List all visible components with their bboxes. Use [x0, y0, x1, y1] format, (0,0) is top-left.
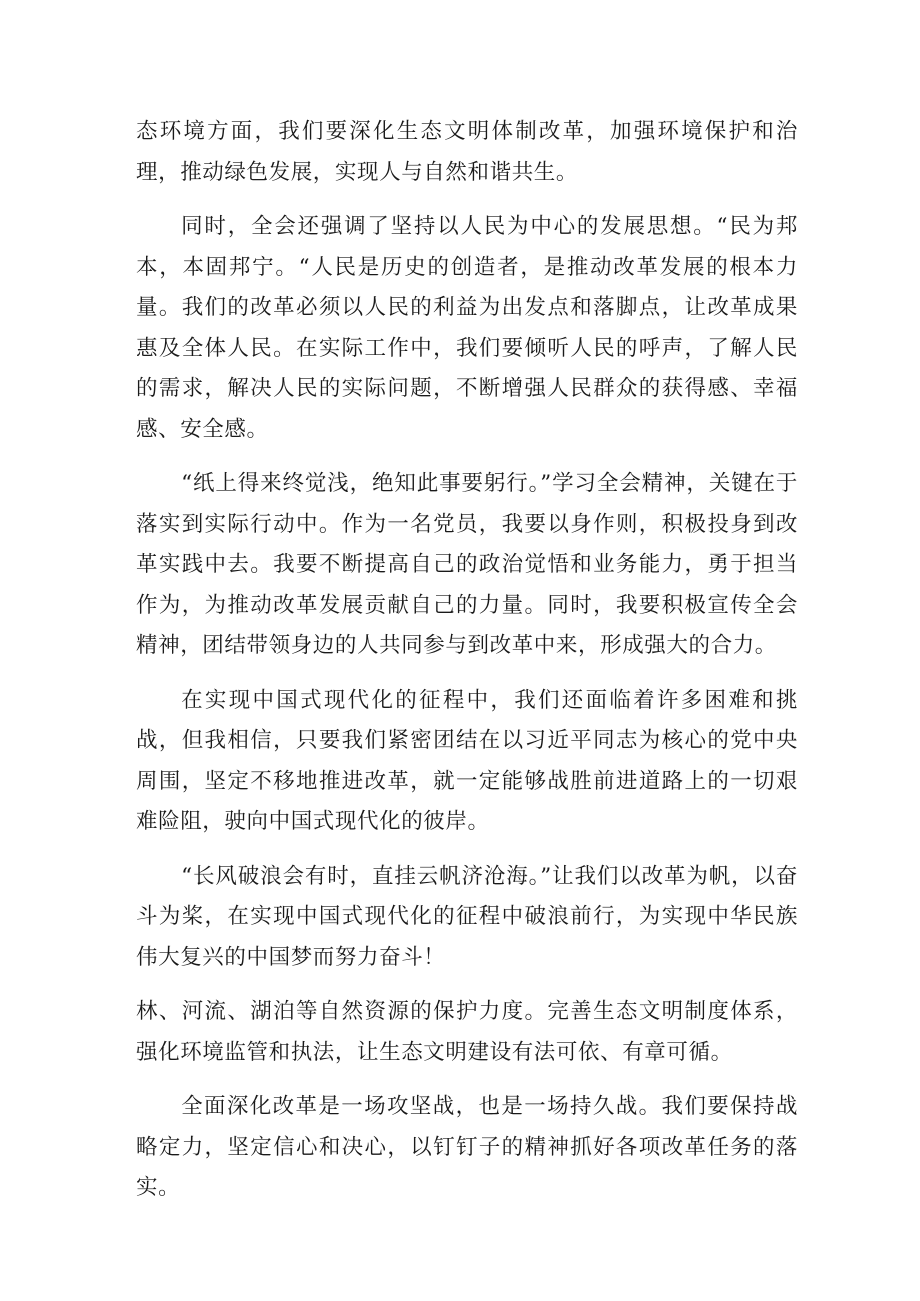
paragraph-people-centered: 同时，全会还强调了坚持以人民为中心的发展思想。“民为邦本，本固邦宁。“人民是历史的创造者，是推动改革发展的根本力量。我们的改革必须以人民的利益为出发点和落脚点，让改革成果惠及全体人民。在实际工作中，我们要倾听人民的呼声，了解人民的需求，解决人民的实际问题，不断增强人民群众的获得感、幸福感、安全感。: [136, 214, 798, 442]
paragraph-practice: “纸上得来终觉浅，绝知此事要躬行。”学习全会精神，关键在于落实到实际行动中。作为一名党员，我要以身作则，积极投身到改革实践中去。我要不断提高自己的政治觉悟和业务能力，勇于担当作为，为推动改革发展贡献自己的力量。同时，我要积极宣传全会精神，团结带领身边的人共同参与到改革中来，形成强大的合力。: [136, 471, 798, 658]
paragraph-challenges: 在实现中国式现代化的征程中，我们还面临着许多困难和挑战，但我相信，只要我们紧密团结在以习近平同志为核心的党中央周围，坚定不移地推进改革，就一定能够战胜前进道路上的一切艰难险阻，驶向中国式现代化的彼岸。: [136, 687, 798, 834]
paragraph-deepening-reform: 全面深化改革是一场攻坚战，也是一场持久战。我们要保持战略定力，坚定信心和决心，以钉钉子的精神抓好各项改革任务的落实。: [136, 1094, 798, 1200]
document-body: [136, 112, 798, 1223]
paragraph-closing-quote: “长风破浪会有时，直挂云帆济沧海。”让我们以改革为帆，以奋斗为桨，在实现中国式现代化的征程中破浪前行，为实现中华民族伟大复兴的中国梦而努力奋斗！: [136, 863, 798, 970]
paragraph-ecology-continuation: 态环境方面，我们要深化生态文明体制改革，加强环境保护和治理，推动绿色发展，实现人与自然和谐共生。: [136, 119, 798, 185]
paragraph-natural-resources: 林、河流、湖泊等自然资源的保护力度。完善生态文明制度体系，强化环境监管和执法，让生态文明建设有法可依、有章可循。: [136, 999, 798, 1065]
